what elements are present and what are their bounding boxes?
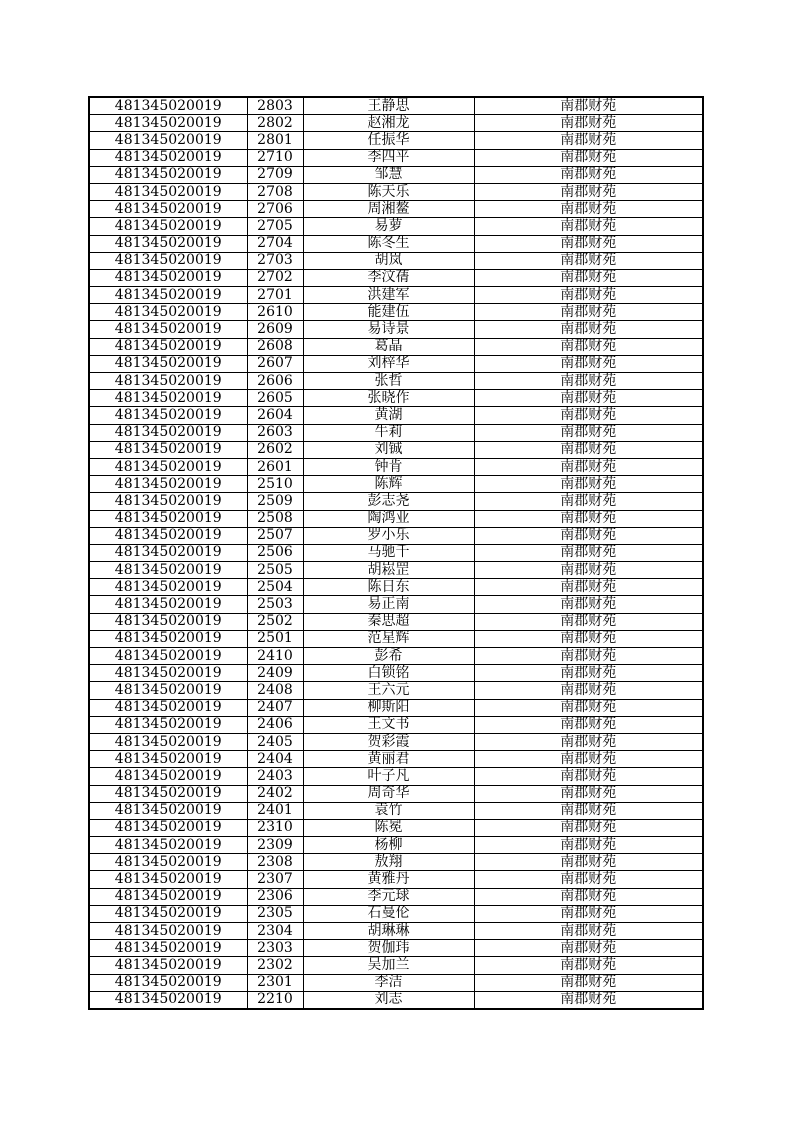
data-table	[88, 96, 704, 1010]
table-row	[89, 97, 703, 115]
code-cell: 481345020019	[89, 183, 247, 200]
number-cell: 2303	[247, 940, 303, 957]
code-cell: 481345020019	[89, 888, 247, 905]
number-cell: 2302	[247, 957, 303, 974]
code-cell: 481345020019	[89, 149, 247, 166]
community-cell: 南郡财苑	[474, 768, 703, 785]
number-cell: 2602	[247, 441, 303, 458]
code-cell: 481345020019	[89, 166, 247, 183]
code-cell: 481345020019	[89, 132, 247, 149]
number-cell: 2210	[247, 991, 303, 1009]
community-cell: 南郡财苑	[474, 235, 703, 252]
community-cell: 南郡财苑	[474, 373, 703, 390]
table-row	[89, 682, 703, 699]
name-cell: 吴加兰	[303, 957, 474, 974]
name-cell: 陈冬生	[303, 235, 474, 252]
name-cell: 陈辉	[303, 476, 474, 493]
name-cell: 王静思	[303, 97, 474, 115]
name-cell: 李汶蒨	[303, 269, 474, 286]
name-cell: 周湘鳌	[303, 201, 474, 218]
name-cell: 赵湘龙	[303, 115, 474, 132]
community-cell: 南郡财苑	[474, 218, 703, 235]
code-cell: 481345020019	[89, 613, 247, 630]
table-row	[89, 252, 703, 269]
table-row	[89, 957, 703, 974]
name-cell: 石曼伦	[303, 905, 474, 922]
code-cell: 481345020019	[89, 201, 247, 218]
name-cell: 陶鸿业	[303, 510, 474, 527]
code-cell: 481345020019	[89, 218, 247, 235]
table-row	[89, 235, 703, 252]
number-cell: 2307	[247, 871, 303, 888]
code-cell: 481345020019	[89, 768, 247, 785]
community-cell: 南郡财苑	[474, 837, 703, 854]
community-cell: 南郡财苑	[474, 338, 703, 355]
code-cell: 481345020019	[89, 871, 247, 888]
name-cell: 马驰千	[303, 544, 474, 561]
community-cell: 南郡财苑	[474, 355, 703, 372]
table-row	[89, 630, 703, 647]
code-cell: 481345020019	[89, 97, 247, 115]
code-cell: 481345020019	[89, 407, 247, 424]
community-cell: 南郡财苑	[474, 544, 703, 561]
community-cell: 南郡财苑	[474, 579, 703, 596]
code-cell: 481345020019	[89, 923, 247, 940]
table-row	[89, 923, 703, 940]
number-cell: 2310	[247, 819, 303, 836]
number-cell: 2601	[247, 458, 303, 475]
community-cell: 南郡财苑	[474, 424, 703, 441]
number-cell: 2403	[247, 768, 303, 785]
name-cell: 彭志尧	[303, 493, 474, 510]
code-cell: 481345020019	[89, 321, 247, 338]
community-cell: 南郡财苑	[474, 596, 703, 613]
community-cell: 南郡财苑	[474, 733, 703, 750]
table-row	[89, 716, 703, 733]
number-cell: 2406	[247, 716, 303, 733]
name-cell: 陈冕	[303, 819, 474, 836]
number-cell: 2308	[247, 854, 303, 871]
number-cell: 2701	[247, 287, 303, 304]
name-cell: 敖翔	[303, 854, 474, 871]
number-cell: 2409	[247, 665, 303, 682]
table-row	[89, 991, 703, 1009]
code-cell: 481345020019	[89, 785, 247, 802]
table-row	[89, 974, 703, 991]
community-cell: 南郡财苑	[474, 97, 703, 115]
code-cell: 481345020019	[89, 544, 247, 561]
community-cell: 南郡财苑	[474, 252, 703, 269]
code-cell: 481345020019	[89, 269, 247, 286]
number-cell: 2505	[247, 562, 303, 579]
name-cell: 牛莉	[303, 424, 474, 441]
table-row	[89, 613, 703, 630]
community-cell: 南郡财苑	[474, 716, 703, 733]
code-cell: 481345020019	[89, 235, 247, 252]
community-cell: 南郡财苑	[474, 699, 703, 716]
community-cell: 南郡财苑	[474, 751, 703, 768]
table-row	[89, 287, 703, 304]
code-cell: 481345020019	[89, 665, 247, 682]
number-cell: 2605	[247, 390, 303, 407]
community-cell: 南郡财苑	[474, 269, 703, 286]
code-cell: 481345020019	[89, 458, 247, 475]
name-cell: 袁竹	[303, 802, 474, 819]
number-cell: 2503	[247, 596, 303, 613]
community-cell: 南郡财苑	[474, 802, 703, 819]
name-cell: 葛晶	[303, 338, 474, 355]
number-cell: 2702	[247, 269, 303, 286]
table-row	[89, 476, 703, 493]
number-cell: 2607	[247, 355, 303, 372]
number-cell: 2402	[247, 785, 303, 802]
table-row	[89, 269, 703, 286]
table-row	[89, 407, 703, 424]
name-cell: 王文书	[303, 716, 474, 733]
number-cell: 2504	[247, 579, 303, 596]
community-cell: 南郡财苑	[474, 527, 703, 544]
community-cell: 南郡财苑	[474, 665, 703, 682]
name-cell: 彭希	[303, 648, 474, 665]
table-row	[89, 837, 703, 854]
table-row	[89, 373, 703, 390]
name-cell: 洪建军	[303, 287, 474, 304]
community-cell: 南郡财苑	[474, 166, 703, 183]
name-cell: 周奇华	[303, 785, 474, 802]
table-row	[89, 871, 703, 888]
code-cell: 481345020019	[89, 424, 247, 441]
name-cell: 胡琳琳	[303, 923, 474, 940]
number-cell: 2510	[247, 476, 303, 493]
name-cell: 张哲	[303, 373, 474, 390]
number-cell: 2710	[247, 149, 303, 166]
table-row	[89, 802, 703, 819]
name-cell: 能建伍	[303, 304, 474, 321]
number-cell: 2301	[247, 974, 303, 991]
code-cell: 481345020019	[89, 957, 247, 974]
name-cell: 钟肯	[303, 458, 474, 475]
table-row	[89, 819, 703, 836]
table-row	[89, 132, 703, 149]
code-cell: 481345020019	[89, 974, 247, 991]
table-row	[89, 424, 703, 441]
community-cell: 南郡财苑	[474, 613, 703, 630]
name-cell: 邹慧	[303, 166, 474, 183]
community-cell: 南郡财苑	[474, 321, 703, 338]
code-cell: 481345020019	[89, 390, 247, 407]
number-cell: 2508	[247, 510, 303, 527]
code-cell: 481345020019	[89, 304, 247, 321]
table-row	[89, 510, 703, 527]
number-cell: 2803	[247, 97, 303, 115]
code-cell: 481345020019	[89, 940, 247, 957]
code-cell: 481345020019	[89, 751, 247, 768]
code-cell: 481345020019	[89, 716, 247, 733]
name-cell: 杨柳	[303, 837, 474, 854]
table-row	[89, 699, 703, 716]
number-cell: 2408	[247, 682, 303, 699]
number-cell: 2507	[247, 527, 303, 544]
community-cell: 南郡财苑	[474, 458, 703, 475]
name-cell: 刘铖	[303, 441, 474, 458]
community-cell: 南郡财苑	[474, 287, 703, 304]
name-cell: 易正南	[303, 596, 474, 613]
table-row	[89, 940, 703, 957]
name-cell: 贺伽玮	[303, 940, 474, 957]
number-cell: 2603	[247, 424, 303, 441]
number-cell: 2404	[247, 751, 303, 768]
table-row	[89, 338, 703, 355]
community-cell: 南郡财苑	[474, 407, 703, 424]
community-cell: 南郡财苑	[474, 682, 703, 699]
code-cell: 481345020019	[89, 373, 247, 390]
community-cell: 南郡财苑	[474, 940, 703, 957]
code-cell: 481345020019	[89, 905, 247, 922]
community-cell: 南郡财苑	[474, 974, 703, 991]
code-cell: 481345020019	[89, 854, 247, 871]
number-cell: 2606	[247, 373, 303, 390]
table-row	[89, 527, 703, 544]
code-cell: 481345020019	[89, 733, 247, 750]
number-cell: 2401	[247, 802, 303, 819]
community-cell: 南郡财苑	[474, 630, 703, 647]
name-cell: 陈日东	[303, 579, 474, 596]
table-row	[89, 665, 703, 682]
table-row	[89, 596, 703, 613]
code-cell: 481345020019	[89, 115, 247, 132]
table-row	[89, 768, 703, 785]
number-cell: 2801	[247, 132, 303, 149]
code-cell: 481345020019	[89, 819, 247, 836]
name-cell: 胡崧罡	[303, 562, 474, 579]
community-cell: 南郡财苑	[474, 493, 703, 510]
number-cell: 2705	[247, 218, 303, 235]
number-cell: 2706	[247, 201, 303, 218]
table-row	[89, 648, 703, 665]
community-cell: 南郡财苑	[474, 888, 703, 905]
name-cell: 刘志	[303, 991, 474, 1009]
number-cell: 2405	[247, 733, 303, 750]
code-cell: 481345020019	[89, 802, 247, 819]
name-cell: 刘梓华	[303, 355, 474, 372]
table-body	[89, 97, 703, 1009]
table-row	[89, 218, 703, 235]
number-cell: 2609	[247, 321, 303, 338]
number-cell: 2704	[247, 235, 303, 252]
number-cell: 2703	[247, 252, 303, 269]
table-row	[89, 149, 703, 166]
name-cell: 易萝	[303, 218, 474, 235]
code-cell: 481345020019	[89, 991, 247, 1009]
number-cell: 2610	[247, 304, 303, 321]
table-row	[89, 321, 703, 338]
name-cell: 王六元	[303, 682, 474, 699]
code-cell: 481345020019	[89, 562, 247, 579]
table-row	[89, 183, 703, 200]
community-cell: 南郡财苑	[474, 923, 703, 940]
code-cell: 481345020019	[89, 476, 247, 493]
code-cell: 481345020019	[89, 527, 247, 544]
table-row	[89, 579, 703, 596]
community-cell: 南郡财苑	[474, 201, 703, 218]
number-cell: 2509	[247, 493, 303, 510]
code-cell: 481345020019	[89, 699, 247, 716]
name-cell: 易诗景	[303, 321, 474, 338]
community-cell: 南郡财苑	[474, 183, 703, 200]
table-row	[89, 544, 703, 561]
table-row	[89, 493, 703, 510]
community-cell: 南郡财苑	[474, 854, 703, 871]
code-cell: 481345020019	[89, 630, 247, 647]
community-cell: 南郡财苑	[474, 132, 703, 149]
number-cell: 2305	[247, 905, 303, 922]
table-row	[89, 785, 703, 802]
table-row	[89, 751, 703, 768]
table-row	[89, 905, 703, 922]
community-cell: 南郡财苑	[474, 304, 703, 321]
number-cell: 2502	[247, 613, 303, 630]
table-row	[89, 115, 703, 132]
number-cell: 2306	[247, 888, 303, 905]
number-cell: 2506	[247, 544, 303, 561]
community-cell: 南郡财苑	[474, 991, 703, 1009]
table-row	[89, 888, 703, 905]
community-cell: 南郡财苑	[474, 149, 703, 166]
code-cell: 481345020019	[89, 493, 247, 510]
table-row	[89, 733, 703, 750]
number-cell: 2304	[247, 923, 303, 940]
community-cell: 南郡财苑	[474, 390, 703, 407]
code-cell: 481345020019	[89, 441, 247, 458]
number-cell: 2410	[247, 648, 303, 665]
community-cell: 南郡财苑	[474, 648, 703, 665]
name-cell: 张晓作	[303, 390, 474, 407]
name-cell: 罗小乐	[303, 527, 474, 544]
community-cell: 南郡财苑	[474, 785, 703, 802]
number-cell: 2802	[247, 115, 303, 132]
name-cell: 黄雅丹	[303, 871, 474, 888]
number-cell: 2309	[247, 837, 303, 854]
table-row	[89, 201, 703, 218]
name-cell: 白锁铭	[303, 665, 474, 682]
table-row	[89, 562, 703, 579]
table-row	[89, 166, 703, 183]
code-cell: 481345020019	[89, 510, 247, 527]
code-cell: 481345020019	[89, 287, 247, 304]
code-cell: 481345020019	[89, 355, 247, 372]
name-cell: 黄丽君	[303, 751, 474, 768]
number-cell: 2501	[247, 630, 303, 647]
table-row	[89, 458, 703, 475]
name-cell: 范星辉	[303, 630, 474, 647]
community-cell: 南郡财苑	[474, 871, 703, 888]
code-cell: 481345020019	[89, 837, 247, 854]
name-cell: 叶子凡	[303, 768, 474, 785]
table-row	[89, 355, 703, 372]
name-cell: 胡岚	[303, 252, 474, 269]
name-cell: 秦思超	[303, 613, 474, 630]
name-cell: 柳斯阳	[303, 699, 474, 716]
community-cell: 南郡财苑	[474, 510, 703, 527]
number-cell: 2708	[247, 183, 303, 200]
name-cell: 贺彩霞	[303, 733, 474, 750]
number-cell: 2709	[247, 166, 303, 183]
number-cell: 2608	[247, 338, 303, 355]
name-cell: 黄湖	[303, 407, 474, 424]
community-cell: 南郡财苑	[474, 441, 703, 458]
name-cell: 李四平	[303, 149, 474, 166]
community-cell: 南郡财苑	[474, 819, 703, 836]
number-cell: 2407	[247, 699, 303, 716]
code-cell: 481345020019	[89, 252, 247, 269]
name-cell: 李洁	[303, 974, 474, 991]
number-cell: 2604	[247, 407, 303, 424]
community-cell: 南郡财苑	[474, 957, 703, 974]
name-cell: 任振华	[303, 132, 474, 149]
community-cell: 南郡财苑	[474, 115, 703, 132]
name-cell: 陈天乐	[303, 183, 474, 200]
code-cell: 481345020019	[89, 338, 247, 355]
code-cell: 481345020019	[89, 596, 247, 613]
community-cell: 南郡财苑	[474, 905, 703, 922]
community-cell: 南郡财苑	[474, 476, 703, 493]
community-cell: 南郡财苑	[474, 562, 703, 579]
table-row	[89, 441, 703, 458]
code-cell: 481345020019	[89, 579, 247, 596]
name-cell: 李元球	[303, 888, 474, 905]
table-row	[89, 854, 703, 871]
table-row	[89, 390, 703, 407]
code-cell: 481345020019	[89, 682, 247, 699]
code-cell: 481345020019	[89, 648, 247, 665]
table-row	[89, 304, 703, 321]
